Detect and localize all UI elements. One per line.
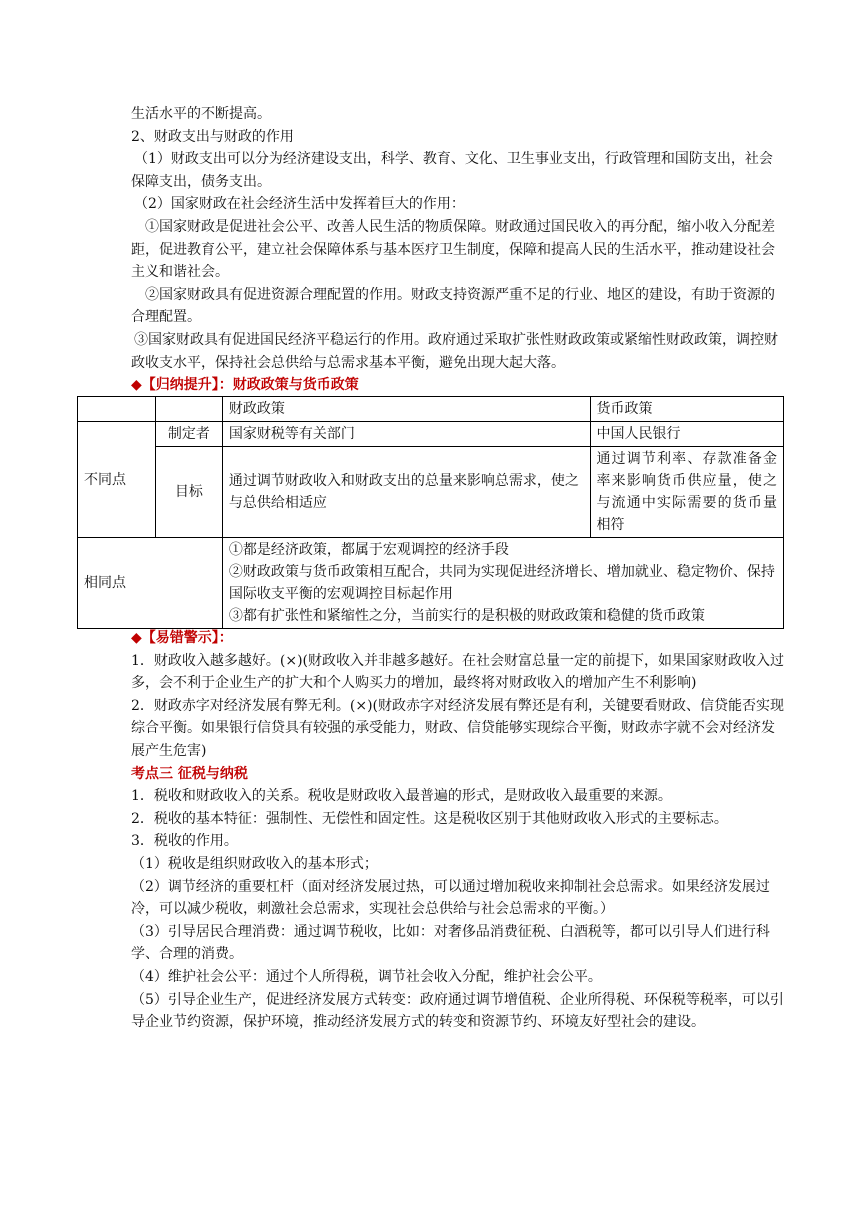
row-group-similarities: 相同点 [78,538,223,629]
header-fiscal-policy: 财政政策 [222,397,590,422]
paragraph-tax-role-2: （2）调节经济的重要杠杆（面对经济发展过热，可以通过增加税收来抑制社会总需求。如果经济发展过冷，可以减少税收，刺激社会总需求，实现社会总供给与社会总需求的平衡。） [131,878,770,918]
paragraph-continuation: 生活水平的不断提高。 [131,106,271,122]
table-row [78,422,784,447]
table-row [78,538,784,629]
document-top-section [131,103,786,397]
cell-fiscal-maker: 国家财税等有关部门 [222,422,590,447]
row-label-maker: 制定者 [155,422,222,447]
warning-heading: ◆【易错警示】： [131,630,233,646]
paragraph-fiscal-role-intro: （2）国家财政在社会经济生活中发挥着巨大的作用： [134,196,465,213]
header-monetary-policy: 货币政策 [590,397,784,422]
paragraph-tax-role-1: （1）税收是组织财政收入的基本形式； [131,855,378,872]
table-header-row [78,397,784,422]
similarity-item: ②财政政策与货币政策相互配合，共同为实现促进经济增长、增加就业、稳定物价、保持国际收支平衡的宏观调控目标起作用 [228,564,775,602]
paragraph-expenditure-types: （1）财政支出可以分为经济建设支出，科学、教育、文化、卫生事业支出，行政管理和国防支出，社会保障支出，债务支出。 [131,151,773,190]
paragraph-tax-role-3: （3）引导居民合理消费：通过调节税收，比如：对奢侈品消费征税、白酒税等，都可以引导人们进行科学、合理的消费。 [131,923,770,963]
row-group-differences: 不同点 [78,422,156,538]
table-row [78,447,784,538]
paragraph-tax-roles-intro: 3．税收的作用。 [131,833,238,850]
cell-similarities [222,538,783,629]
policy-comparison-table [77,396,784,629]
document-bottom-section [131,627,786,1034]
paragraph-tax-features: 2．税收的基本特征：强制性、无偿性和固定性。这是税收区别于其他财政收入形式的主要标志。 [131,810,728,827]
warning-item: 2．财政赤字对经济发展有弊无利。(×)(财政赤字对经济发展有弊还是有利，关键要看财政、信贷能否实现综合平衡。如果银行信贷具有较强的承受能力，财政、信贷能够实现综合平衡，财政赤字就不会对经济发展产生危害) [131,697,785,759]
cell-monetary-maker: 中国人民银行 [590,422,784,447]
similarity-item: ③都有扩张性和紧缩性之分，当前实行的是积极的财政政策和稳健的货币政策 [228,608,705,624]
paragraph-role-resource-allocation: ②国家财政具有促进资源合理配置的作用。财政支持资源严重不足的行业、地区的建设，有助于资源的合理配置。 [131,286,775,326]
section-heading-tax: 考点三 征税与纳税 [131,765,248,782]
paragraph-role-social-fairness: ①国家财政是促进社会公平、改善人民生活的物质保障。财政通过国民收入的再分配，缩小收入分配差距，促进教育公平，建立社会保障体系与基本医疗卫生制度，保障和提高人民的生活水平，推动建设社会主义和谐社会。 [131,218,775,281]
paragraph-role-stable-economy: ③国家财政具有促进国民经济平稳运行的作用。政府通过采取扩张性财政政策或紧缩性财政政策，调控财政收支水平，保持社会总供给与总需求基本平衡，避免出现大起大落。 [131,331,778,371]
subheading-fiscal-expenditure: 2、财政支出与财政的作用 [131,128,294,145]
similarity-item: ①都是经济政策，都属于宏观调控的经济手段 [228,542,509,558]
paragraph-tax-relation: 1．税收和财政收入的关系。税收是财政收入最普遍的形式，是财政收入最重要的来源。 [131,788,672,805]
warning-item: 1．财政收入越多越好。(×)(财政收入并非越多越好。在社会财富总量一定的前提下，如果国家财政收入过多，会不利于企业生产的扩大和个人购买力的增加，最终将对财政收入的增加产生不利影响) [131,652,785,692]
cell-fiscal-goal: 通过调节财政收入和财政支出的总量来影响总需求，使之与总供给相适应 [222,447,590,538]
cell-monetary-goal: 通过调节利率、存款准备金率来影响货币供应量，使之与流通中实际需要的货币量相符 [590,447,784,538]
paragraph-tax-role-4: （4）维护社会公平：通过个人所得税，调节社会收入分配，维护社会公平。 [131,968,602,985]
row-label-goal: 目标 [155,447,222,538]
summary-heading: ◆【归纳提升】：财政政策与货币政策 [131,377,359,394]
paragraph-tax-role-5: （5）引导企业生产，促进经济发展方式转变：政府通过调节增值税、企业所得税、环保税等税率，可以引导企业节约资源，保护环境，推动经济发展方式的转变和资源节约、环境友好型社会的建设。 [131,991,784,1031]
